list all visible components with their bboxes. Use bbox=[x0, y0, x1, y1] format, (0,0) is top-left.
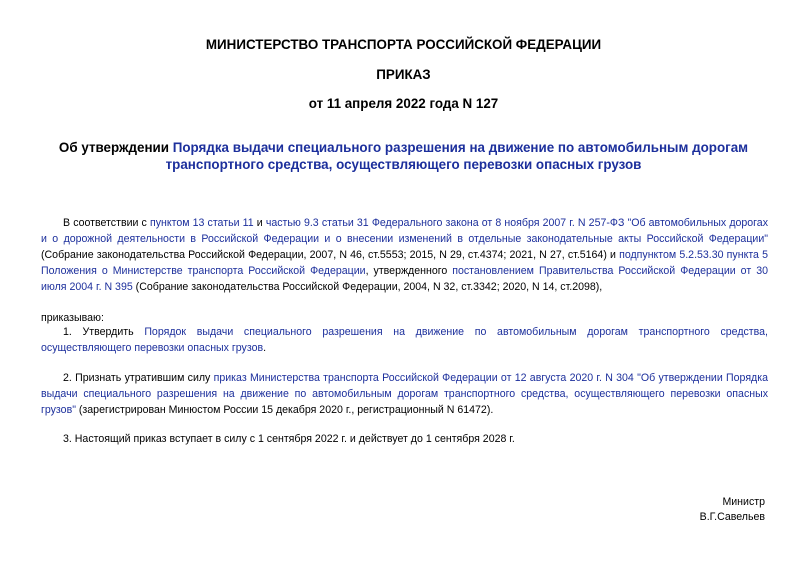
preamble-text-3: (Собрание законодательства Российской Федерации, 2007, N 46, ст.5553; 2015, N 29, ст.4374; 2021, N 27, ст.5164) и bbox=[41, 249, 620, 261]
order-item-2 bbox=[41, 370, 768, 418]
title-link[interactable]: Порядка выдачи специального разрешения на движение по автомобильным дорогам транспортного средства, осуществляющего перевозки опасных грузов bbox=[165, 140, 749, 172]
order-item-3: 3. Настоящий приказ вступает в силу с 1 сентября 2022 г. и действует до 1 сентября 2028 г. bbox=[63, 433, 515, 445]
title-prefix: Об утверждении bbox=[58, 140, 173, 155]
link-government-decree-395[interactable]: постановлением Правительства Российской Федерации от 30 июля 2004 г. N 395 bbox=[41, 265, 768, 293]
item2-text-2: (зарегистрирован Минюстом России 15 декабря 2020 г., регистрационный N 61472). bbox=[75, 404, 494, 416]
link-procedure[interactable]: Порядок выдачи специального разрешения на движение по автомобильным дорогам транспортного средства, осуществляющего перевозки опасных грузов bbox=[41, 326, 768, 354]
item1-text-1: 1. Утвердить bbox=[63, 326, 145, 338]
preamble-paragraph bbox=[41, 215, 768, 295]
order-item-1 bbox=[41, 324, 768, 356]
link-order-304[interactable]: приказ Министерства транспорта Российской Федерации от 12 августа 2020 г. N 304 "Об утверждении Порядка выдачи специального разрешения на движение по автомобильным дорогам транспортного средства, осуществляющего перевозки опасных грузов" bbox=[41, 372, 768, 416]
preamble-text-4: , утвержденного bbox=[365, 265, 453, 277]
link-federal-law-257[interactable]: частью 9.3 статьи 31 Федерального закона от 8 ноября 2007 г. N 257-ФЗ "Об автомобильных дорогах и о дорожной деятельности в Российской Федерации и о внесении изменений в отдельные законодательные акты Российской Федерации" bbox=[41, 217, 768, 245]
signature-name: В.Г.Савельев bbox=[699, 511, 765, 523]
item2-text-1: 2. Признать утратившим силу bbox=[63, 372, 214, 384]
item1-text-2: . bbox=[263, 342, 267, 354]
document-type: ПРИКАЗ bbox=[376, 67, 431, 82]
link-article-11[interactable]: пунктом 13 статьи 11 bbox=[149, 217, 254, 229]
link-ministry-regulation[interactable]: подпунктом 5.2.53.30 пункта 5 Положения о Министерстве транспорта Российской Федерации bbox=[41, 249, 768, 277]
document-date-number: от 11 апреля 2022 года N 127 bbox=[308, 96, 499, 111]
preamble-text-2: и bbox=[253, 217, 266, 229]
document-title bbox=[40, 139, 767, 173]
order-word: приказываю: bbox=[41, 312, 104, 324]
ministry-heading: МИНИСТЕРСТВО ТРАНСПОРТА РОССИЙСКОЙ ФЕДЕРАЦИИ bbox=[205, 37, 602, 52]
preamble-text-1: В соответствии с bbox=[63, 217, 150, 229]
signature-position: Министр bbox=[722, 496, 765, 508]
preamble-text-5: (Собрание законодательства Российской Федерации, 2004, N 32, ст.3342; 2020, N 14, ст.2098), bbox=[132, 281, 603, 293]
